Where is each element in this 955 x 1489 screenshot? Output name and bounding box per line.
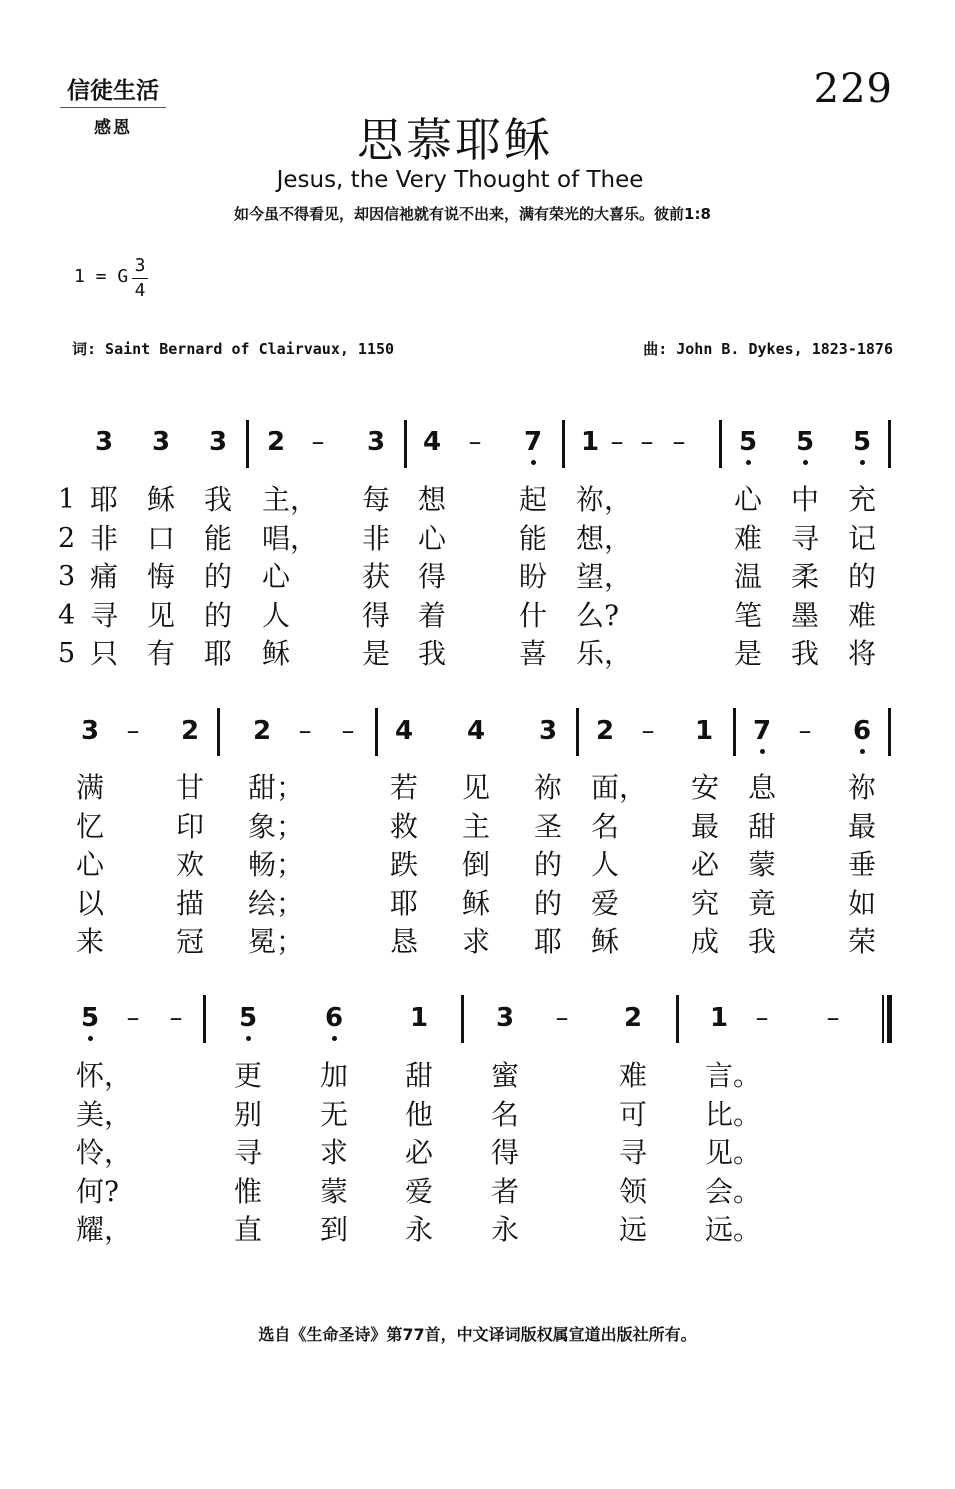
lyric-syllable: 蒙 [748, 848, 777, 881]
lower-octave-dot [246, 1036, 251, 1041]
barline [217, 708, 220, 756]
lyric-syllable: 耶 [390, 886, 419, 920]
sustain-dash: – [555, 1003, 569, 1033]
lyric-syllable: 印 [176, 809, 205, 843]
lyric-syllable: 倒 [462, 848, 491, 881]
lyric-syllable: 冠 [176, 925, 205, 958]
lyric-syllable: 面， [591, 771, 648, 804]
lyric-syllable: 竟 [748, 886, 777, 920]
lower-octave-dot [760, 749, 765, 754]
lyric-syllable: 痛 [90, 560, 119, 593]
final-barline-thick [887, 995, 892, 1043]
lyric-syllable: 必 [691, 848, 720, 881]
lyric-syllable: 见 [147, 598, 176, 632]
lyric-syllable: 别 [234, 1097, 263, 1131]
sustain-dash: – [641, 716, 655, 746]
lyric-syllable: 的 [204, 560, 233, 593]
barline [676, 995, 679, 1043]
lyric-syllable: 美， [76, 1097, 133, 1131]
lyric-syllable: 成 [691, 925, 720, 958]
lyric-syllable: 寻 [234, 1136, 263, 1169]
lyric-syllable: 墨 [791, 598, 820, 632]
sustain-dash: – [798, 716, 812, 746]
lyric-syllable: 描 [176, 886, 205, 920]
lyric-syllable: 获 [362, 560, 391, 593]
lyric-syllable: 人 [591, 848, 620, 881]
lyric-syllable: 望， [576, 560, 633, 593]
note: 5 [795, 427, 815, 457]
lyric-syllable: 见。 [705, 1136, 762, 1169]
sustain-dash: – [126, 716, 140, 746]
note: 2 [180, 716, 200, 746]
time-signature-top: 3 [134, 255, 146, 276]
lyric-syllable: 圣 [534, 809, 563, 843]
note: 7 [752, 716, 772, 746]
sustain-dash: – [298, 716, 312, 746]
time-signature [131, 254, 149, 303]
lyric-syllable: 盼 [519, 560, 548, 593]
note: 1 [409, 1003, 429, 1033]
lyric-syllable: 畅； [248, 848, 305, 881]
verse-number: 4 [58, 599, 76, 631]
note: 3 [538, 716, 558, 746]
note: 3 [366, 427, 386, 457]
lyric-syllable: 我 [748, 925, 777, 958]
lyric-syllable: 将 [848, 637, 877, 670]
lyric-syllable: 永 [405, 1213, 434, 1246]
lyric-syllable: 会。 [705, 1174, 762, 1208]
lyric-syllable: 难 [619, 1059, 648, 1092]
lyric-syllable: 甜 [748, 809, 777, 843]
final-barline-thin [882, 995, 884, 1043]
lyric-syllable: 最 [691, 809, 720, 843]
copyright-footer: 选自《生命圣诗》第77首，中文译词版权属宣道出版社所有。 [258, 1325, 697, 1344]
lyric-syllable: 远。 [705, 1213, 762, 1246]
sustain-dash: – [169, 1003, 183, 1033]
scripture-verse: 如今虽不得看见，却因信祂就有说不出来，满有荣光的大喜乐。彼前1:8 [234, 205, 711, 223]
lyric-syllable: 得 [491, 1136, 520, 1169]
note: 5 [738, 427, 758, 457]
lyric-syllable: 甜 [405, 1059, 434, 1092]
lyric-syllable: 祢 [848, 771, 877, 804]
barline [719, 420, 722, 468]
lyric-syllable: 温 [734, 560, 763, 593]
lyric-syllable: 永 [491, 1213, 520, 1246]
lyric-syllable: 他 [405, 1097, 434, 1131]
hymn-category: 信徒生活 [60, 72, 166, 108]
lyric-syllable: 非 [362, 521, 391, 555]
barline [562, 420, 565, 468]
lower-octave-dot [88, 1036, 93, 1041]
lyric-syllable: 起 [519, 483, 548, 516]
verse-number: 5 [58, 638, 76, 669]
lyric-syllable: 见 [462, 771, 491, 804]
sustain-dash: – [672, 427, 686, 457]
hymn-number: 229 [813, 66, 893, 112]
note: 2 [266, 427, 286, 457]
note: 2 [252, 716, 272, 746]
barline [203, 995, 206, 1043]
lyric-syllable: 稣 [462, 886, 491, 920]
lyric-syllable: 远 [619, 1213, 648, 1246]
lyric-syllable: 中 [791, 483, 820, 516]
lyric-syllable: 主， [262, 483, 319, 516]
lyric-syllable: 寻 [791, 521, 820, 555]
lyric-syllable: 的 [204, 598, 233, 632]
barline [576, 708, 579, 756]
lyric-syllable: 名 [491, 1097, 520, 1131]
lyric-syllable: 甘 [176, 771, 205, 804]
lower-octave-dot [860, 460, 865, 465]
lyric-syllable: 稣 [262, 637, 291, 670]
lyric-syllable: 象； [248, 809, 305, 843]
lyric-syllable: 息 [748, 771, 777, 804]
note: 3 [80, 716, 100, 746]
sustain-dash: – [341, 716, 355, 746]
lyric-syllable: 能 [204, 521, 233, 555]
note: 2 [623, 1003, 643, 1033]
sustain-dash: – [826, 1003, 840, 1033]
sustain-dash: – [311, 427, 325, 457]
lyric-syllable: 寻 [619, 1136, 648, 1169]
key-signature: 1 = G [74, 266, 129, 287]
note: 3 [495, 1003, 515, 1033]
lyric-syllable: 忆 [76, 809, 105, 843]
lyric-syllable: 有 [147, 637, 176, 670]
lyric-syllable: 甜； [248, 771, 305, 804]
barline [733, 708, 736, 756]
lyric-syllable: 冕； [248, 925, 305, 958]
lyric-syllable: 心 [76, 848, 105, 881]
lower-octave-dot [332, 1036, 337, 1041]
lyric-syllable: 者 [491, 1174, 520, 1208]
lyric-syllable: 难 [848, 598, 877, 632]
lyric-syllable: 想， [576, 521, 633, 555]
lyric-syllable: 什 [519, 598, 548, 632]
lyric-syllable: 跌 [390, 848, 419, 881]
barline [888, 420, 891, 468]
lyric-syllable: 我 [204, 483, 233, 516]
lower-octave-dot [860, 749, 865, 754]
note: 2 [595, 716, 615, 746]
sustain-dash: – [640, 427, 654, 457]
lyric-syllable: 直 [234, 1213, 263, 1246]
lyric-syllable: 安 [691, 771, 720, 804]
lyric-syllable: 么? [576, 598, 620, 632]
hymn-title-english: Jesus, the Very Thought of Thee [276, 167, 644, 193]
lyric-syllable: 我 [791, 637, 820, 670]
verse-number: 3 [58, 561, 76, 592]
time-signature-bottom: 4 [134, 280, 146, 301]
lyric-syllable: 心 [418, 521, 447, 555]
lyric-syllable: 稣 [147, 483, 176, 516]
lyric-syllable: 恳 [390, 925, 419, 958]
lyric-syllable: 想 [418, 483, 447, 516]
lyric-syllable: 欢 [176, 848, 205, 881]
lyric-syllable: 难 [734, 521, 763, 555]
lyric-syllable: 如 [848, 886, 877, 920]
hymn-subcategory: 感恩 [94, 118, 132, 138]
note: 4 [422, 427, 442, 457]
lyric-syllable: 必 [405, 1136, 434, 1169]
sustain-dash: – [755, 1003, 769, 1033]
lyric-syllable: 求 [320, 1136, 349, 1169]
lyric-syllable: 可 [619, 1097, 648, 1131]
lyric-syllable: 非 [90, 521, 119, 555]
lyric-syllable: 求 [462, 925, 491, 958]
lyric-syllable: 无 [320, 1097, 349, 1131]
note: 3 [151, 427, 171, 457]
lyric-syllable: 更 [234, 1059, 263, 1092]
note: 3 [208, 427, 228, 457]
lyric-syllable: 喜 [519, 637, 548, 670]
lyric-syllable: 心 [734, 483, 763, 516]
lyric-syllable: 救 [390, 809, 419, 843]
lyric-syllable: 到 [320, 1213, 349, 1246]
note: 7 [523, 427, 543, 457]
lyric-syllable: 唱， [262, 521, 319, 555]
lyric-syllable: 垂 [848, 848, 877, 881]
lyric-syllable: 怜， [76, 1136, 133, 1169]
lyric-syllable: 若 [390, 771, 419, 804]
lyric-syllable: 来 [76, 925, 105, 958]
sustain-dash: – [468, 427, 482, 457]
note: 1 [580, 427, 600, 457]
lyric-syllable: 稣 [591, 925, 620, 958]
lyric-syllable: 祢， [576, 483, 633, 516]
lyric-syllable: 充 [848, 483, 877, 516]
barline [888, 708, 891, 756]
lyric-syllable: 耶 [204, 637, 233, 670]
lyric-syllable: 何? [76, 1174, 120, 1208]
lyric-syllable: 乐， [576, 637, 633, 670]
lyric-syllable: 究 [691, 886, 720, 920]
lyrics-credit: 词: Saint Bernard of Clairvaux, 1150 [72, 340, 395, 358]
note: 4 [394, 716, 414, 746]
lyric-syllable: 以 [76, 886, 105, 920]
lyric-syllable: 悔 [147, 560, 176, 593]
note: 6 [852, 716, 872, 746]
verse-number: 2 [58, 522, 76, 554]
lyric-syllable: 荣 [848, 925, 877, 958]
lyric-syllable: 得 [418, 560, 447, 593]
note: 3 [94, 427, 114, 457]
note: 6 [324, 1003, 344, 1033]
lyric-syllable: 蜜 [491, 1059, 520, 1092]
lyric-syllable: 耀， [76, 1213, 133, 1246]
lyric-syllable: 笔 [734, 598, 763, 632]
sustain-dash: – [610, 427, 624, 457]
lyric-syllable: 我 [418, 637, 447, 670]
sustain-dash: – [126, 1003, 140, 1033]
note: 5 [238, 1003, 258, 1033]
lower-octave-dot [803, 460, 808, 465]
lyric-syllable: 绘； [248, 886, 305, 920]
lyric-syllable: 的 [534, 886, 563, 920]
lyric-syllable: 比。 [705, 1097, 762, 1131]
note: 5 [80, 1003, 100, 1033]
note: 1 [694, 716, 714, 746]
lyric-syllable: 言。 [705, 1059, 762, 1092]
lyric-syllable: 的 [848, 560, 877, 593]
lyric-syllable: 柔 [791, 560, 820, 593]
music-credit: 曲: John B. Dykes, 1823-1876 [643, 340, 893, 358]
barline [404, 420, 407, 468]
barline [246, 420, 249, 468]
barline [461, 995, 464, 1043]
hymn-title-chinese: 思慕耶稣 [357, 113, 553, 167]
lyric-syllable: 的 [534, 848, 563, 881]
lyric-syllable: 是 [734, 637, 763, 670]
note: 5 [852, 427, 872, 457]
lyric-syllable: 怀， [76, 1059, 133, 1092]
lyric-syllable: 加 [320, 1059, 349, 1092]
lower-octave-dot [746, 460, 751, 465]
lyric-syllable: 惟 [234, 1174, 263, 1208]
lyric-syllable: 名 [591, 809, 620, 843]
lyric-syllable: 心 [262, 560, 291, 593]
lyric-syllable: 得 [362, 598, 391, 632]
lyric-syllable: 满 [76, 771, 105, 804]
lyric-syllable: 着 [418, 598, 447, 632]
verse-number: 1 [58, 484, 76, 515]
note: 1 [709, 1003, 729, 1033]
lyric-syllable: 只 [90, 637, 119, 670]
note: 4 [466, 716, 486, 746]
lower-octave-dot [531, 460, 536, 465]
lyric-syllable: 口 [147, 521, 176, 555]
lyric-syllable: 记 [848, 521, 877, 555]
lyric-syllable: 爱 [405, 1174, 434, 1208]
lyric-syllable: 是 [362, 637, 391, 670]
lyric-syllable: 最 [848, 809, 877, 843]
lyric-syllable: 爱 [591, 886, 620, 920]
lyric-syllable: 耶 [90, 483, 119, 516]
lyric-syllable: 人 [262, 598, 291, 632]
lyric-syllable: 寻 [90, 598, 119, 632]
barline [375, 708, 378, 756]
lyric-syllable: 祢 [534, 771, 563, 804]
lyric-syllable: 耶 [534, 925, 563, 958]
lyric-syllable: 主 [462, 809, 491, 843]
lyric-syllable: 蒙 [320, 1174, 349, 1208]
lyric-syllable: 能 [519, 521, 548, 555]
lyric-syllable: 每 [362, 483, 391, 516]
lyric-syllable: 领 [619, 1174, 648, 1208]
